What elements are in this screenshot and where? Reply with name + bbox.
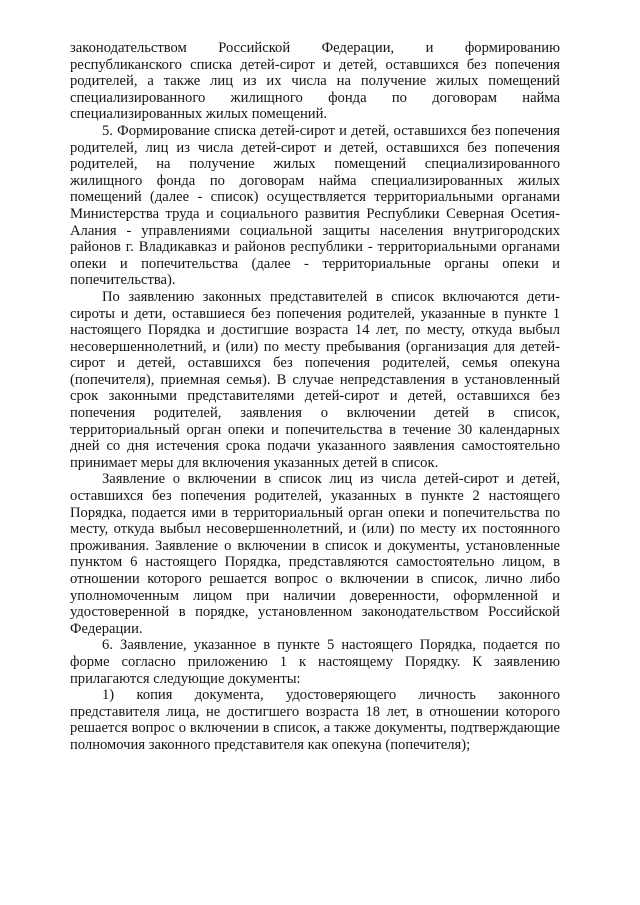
paragraph-item-6: 6. Заявление, указанное в пункте 5 настоящего Порядка, подается по форме согласно приложению 1 к настоящему Порядку. К заявлению прилагаются следующие документы: — [70, 637, 560, 687]
document-page — [70, 40, 560, 754]
paragraph-subitem-1: 1) копия документа, удостоверяющего личность законного представителя лица, не достигшего возраста 18 лет, в отношении которого решается вопрос о включении в список, а также документы, подтверждающие полномочия законного представителя как опекуна (попечителя); — [70, 687, 560, 753]
paragraph-continuation: законодательством Российской Федерации, и формированию республиканского списка детей-сирот и детей, оставшихся без попечения родителей, а также лиц из их числа на получение жилых помещений специализированного жилищного фонда по договорам найма специализированных жилых помещений. — [70, 40, 560, 123]
paragraph-legal-representatives: По заявлению законных представителей в список включаются дети-сироты и дети, оставшиеся без попечения родителей, указанные в пункте 1 настоящего Порядка и достигшие возраста 14 лет, по месту, откуда выбыл несовершеннолетний, и (или) по месту пребывания (организация для детей-сирот и детей, оставшихся без попечения родителей, семья опекуна (попечителя), приемная семья). В случае непредставления в установленный срок законными представителями детей-сирот и детей, оставшихся без попечения родителей, заявления о включении детей в список, территориальный орган опеки и попечительства в течение 30 календарных дней со дня истечения срока подачи указанного заявления самостоятельно принимает меры для включения указанных детей в список. — [70, 288, 560, 471]
paragraph-application-inclusion: Заявление о включении в список лиц из числа детей-сирот и детей, оставшихся без попечения родителей, указанных в пункте 2 настоящего Порядка, подается ими в территориальный орган опеки и попечительства по месту, откуда выбыл несовершеннолетний, и (или) по месту их постоянного проживания. Заявление о включении в список и документы, установленные пунктом 6 настоящего Порядка, представляются самостоятельно лицом, в отношении которого решается вопрос о включении в список, лично либо уполномоченным лицом при наличии доверенности, оформленной и удостоверенной в порядке, установленном законодательством Российской Федерации. — [70, 471, 560, 637]
paragraph-item-5: 5. Формирование списка детей-сирот и детей, оставшихся без попечения родителей, лиц из числа детей-сирот и детей, оставшихся без попечения родителей, на получение жилых помещений специализированного жилищного фонда по договорам найма специализированных жилых помещений (далее - список) осуществляется территориальными органами Министерства труда и социального развития Республики Северная Осетия-Алания - управлениями социальной защиты населения внутригородских районов г. Владикавказ и районов республики - территориальными органами опеки и попечительства (далее - территориальные органы опеки и попечительства). — [70, 122, 560, 289]
